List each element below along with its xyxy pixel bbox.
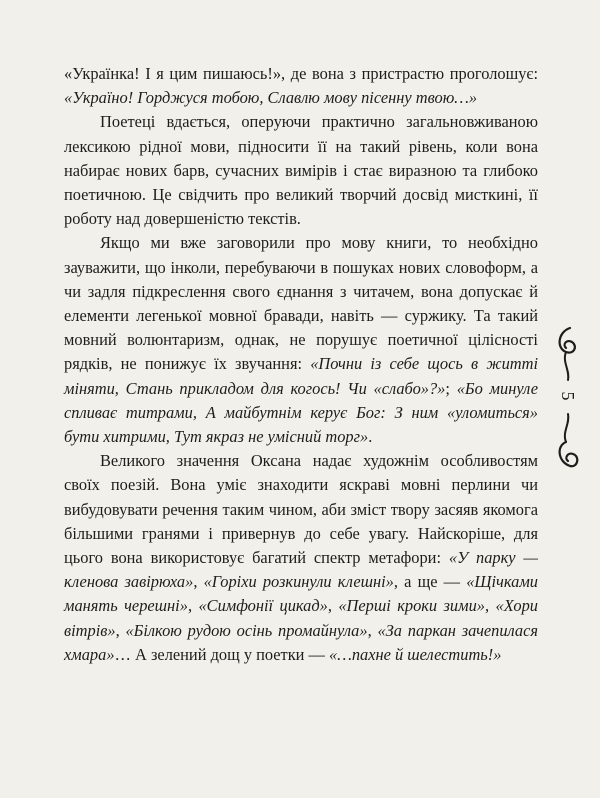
paragraph-text: Великого значення Оксана надає художнім особливостям своїх поезій. Вона уміє знаходити яскраві мовні перлини чи вибудовувати речення таким чином, аби зміст твору засяяв якомога більшими гранями і привернув до себе увагу. Найскоріше, для цього вона використовує багатий спектр метафори:: [64, 451, 538, 568]
paragraph-text: Поетеці вдається, оперуючи практично загальновживаною лексикою рідної мови, підносити її на такий рівень, коли вона набирає нових барв, сучасних вимірів і стає виразною та глибоко поетичною. Це свідчить про великий творчий досвід мисткині, її роботу над довершеністю текстів.: [64, 112, 538, 229]
quote-text: «Почни із себе щось в житті міняти, Стань прикладом для когось! Чи «слабо»?»: [64, 354, 538, 398]
quote-text: «У парку — кленова завірюха»: [64, 548, 538, 592]
quote-text: «…пахне й шелестить!»: [329, 644, 502, 664]
quote-text: «Україно! Горджуся тобою, Славлю мову пісенну твою…»: [64, 88, 478, 108]
paragraph-text: ,: [367, 620, 378, 640]
paragraph-text: ,: [327, 596, 339, 616]
page-number: 5: [558, 391, 578, 401]
body-text: [64, 62, 538, 667]
paragraph: [64, 62, 538, 110]
quote-text: «Щічками манять черешні»: [64, 572, 538, 616]
paragraph-text: .: [368, 427, 373, 447]
quote-text: «Горіхи розкинули клешні»: [203, 572, 394, 592]
paragraph: [64, 231, 538, 449]
quote-text: «Білкою рудою осінь промайнула»: [125, 620, 368, 640]
paragraph: [64, 449, 538, 667]
paragraph-text: ;: [445, 378, 457, 398]
paragraph: [64, 110, 538, 231]
paragraph-text: ,: [115, 620, 126, 640]
paragraph-text: ,: [484, 596, 496, 616]
paragraph-text: , а ще —: [393, 572, 467, 592]
paragraph-text: ,: [193, 572, 204, 592]
quote-text: «Перші кроки зими»: [338, 596, 485, 616]
quote-text: «Симфонії цикад»: [198, 596, 328, 616]
quote-text: «Хори вітрів»: [64, 596, 538, 640]
paragraph-text: Якщо ми вже заговорили про мову книги, то необхідно зауважити, що інколи, перебуваючи в пошуках нових словоформ, а чи задля підкреслення свого єднання з читачем, вона допускає й елементи легенької мовної бравади, навіть — суржику. Та такий мовний волюнтаризм, однак, не порушує поетичної цілісності рядків, не понижує їх звучання:: [64, 233, 538, 374]
quote-text: «За паркан зачепилася хмара»: [64, 620, 538, 664]
quote-text: «Бо минуле спливає титрами, А майбутнім керує Бог: З ним «уломиться» бути хитрими, Тут якраз не умісний торг»: [64, 378, 539, 447]
paragraph-text: … А зелений дощ у поетки —: [114, 644, 330, 664]
paragraph-text: «Українка! І я цим пишаюсь!», де вона з пристрастю проголошує:: [64, 64, 538, 83]
paragraph-text: ,: [187, 596, 199, 616]
